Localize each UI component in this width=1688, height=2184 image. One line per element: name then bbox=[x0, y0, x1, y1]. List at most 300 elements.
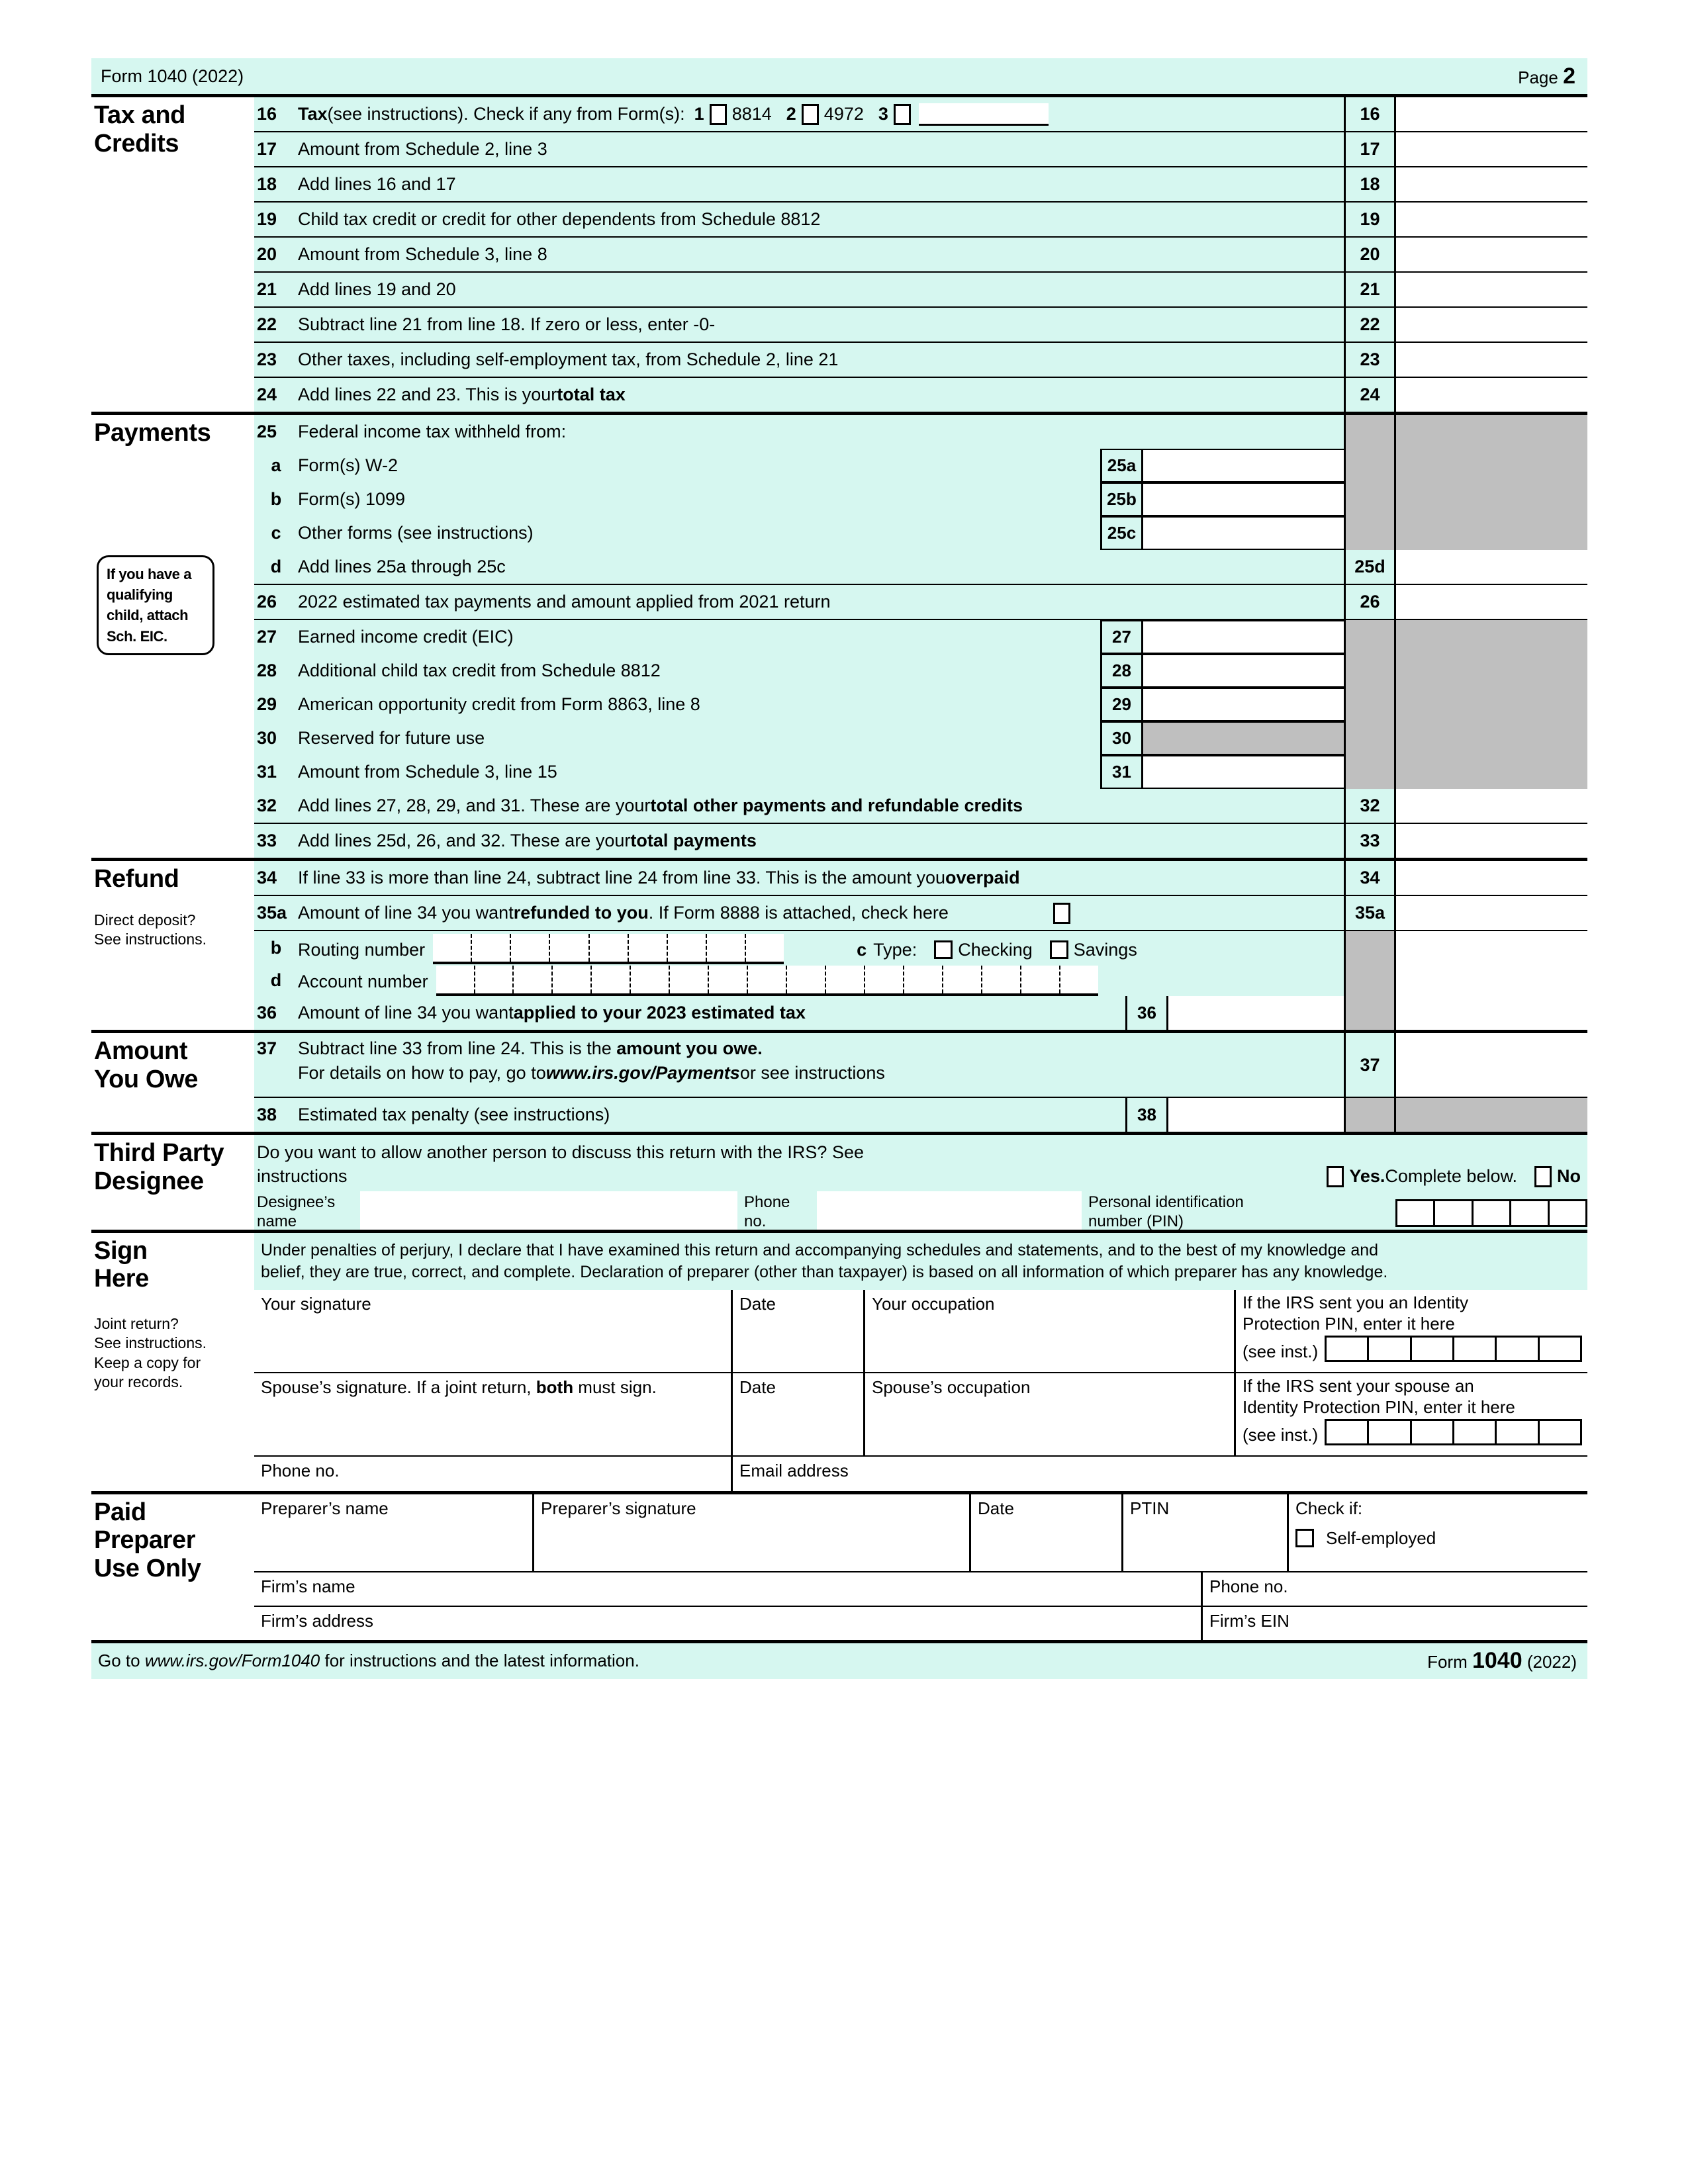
firm-phone-cell[interactable]: Phone no. bbox=[1201, 1572, 1587, 1606]
firm-ein-cell[interactable]: Firm’s EIN bbox=[1201, 1607, 1587, 1640]
line-38-number: 38 bbox=[254, 1098, 298, 1132]
line-38-row bbox=[254, 1098, 1587, 1132]
line-25a-main bbox=[1344, 449, 1587, 482]
line-17-box-label: 17 bbox=[1344, 132, 1394, 166]
line-36-number: 36 bbox=[254, 996, 298, 1030]
direct-deposit-note-l2: See instructions. bbox=[94, 930, 207, 948]
line-20-text: Amount from Schedule 3, line 8 bbox=[298, 244, 547, 264]
line-27-box-label: 27 bbox=[1100, 620, 1141, 654]
line-31-main bbox=[1344, 755, 1587, 789]
form-8814-checkbox[interactable] bbox=[710, 104, 727, 125]
sign-here-body bbox=[254, 1233, 1587, 1491]
line-33-box-label: 33 bbox=[1344, 824, 1394, 858]
digit-cell[interactable] bbox=[433, 934, 472, 962]
third-party-yes-checkbox[interactable] bbox=[1327, 1166, 1344, 1187]
digit-cell[interactable] bbox=[1435, 1201, 1473, 1225]
line-35a-text: Amount of line 34 you want refunded to you . If Form 8888 is attached, check here bbox=[298, 896, 1344, 930]
line-27-text: Earned income credit (EIC) bbox=[298, 627, 514, 647]
digit-cell[interactable] bbox=[592, 966, 631, 993]
line-37-number: 37 bbox=[257, 1038, 277, 1058]
line-19-row bbox=[254, 203, 1587, 236]
digit-cell[interactable] bbox=[1021, 966, 1060, 993]
line-30-box-label: 30 bbox=[1100, 721, 1141, 755]
your-ip-pin-cell: If the IRS sent you an Identity Protection PIN, enter it here (see inst.) bbox=[1234, 1290, 1587, 1372]
digit-cell[interactable] bbox=[1454, 1338, 1497, 1360]
line-30-text: Reserved for future use bbox=[298, 728, 485, 748]
spouse-signature-row bbox=[254, 1373, 1587, 1455]
line-16-opt1-num: 1 bbox=[694, 104, 704, 124]
line-28-amount-field[interactable] bbox=[1141, 654, 1344, 688]
line-25b-letter: b bbox=[270, 489, 282, 509]
third-party-no-checkbox[interactable] bbox=[1534, 1166, 1552, 1187]
your-occupation-cell[interactable]: Your occupation bbox=[863, 1290, 1234, 1372]
digit-cell[interactable] bbox=[707, 934, 746, 962]
refund-lines bbox=[254, 861, 1587, 1030]
line-19-text: Child tax credit or credit for other dependents from Schedule 8812 bbox=[298, 209, 821, 229]
spacer bbox=[1100, 550, 1344, 584]
designee-name-input[interactable] bbox=[360, 1191, 737, 1230]
digit-cell[interactable] bbox=[1412, 1421, 1454, 1443]
line-35a-amount-field[interactable] bbox=[1394, 896, 1587, 930]
your-signature-date-cell[interactable]: Date bbox=[731, 1290, 863, 1372]
shaded-field bbox=[1394, 1098, 1587, 1132]
line-34-row bbox=[254, 861, 1587, 895]
line-27-row bbox=[254, 620, 1587, 654]
line-35d-row bbox=[254, 964, 1587, 996]
line-25d-letter: d bbox=[270, 557, 282, 576]
account-number-label: Account number bbox=[298, 972, 428, 991]
form-other-checkbox[interactable] bbox=[894, 104, 911, 125]
section-caption-amount-you-owe: Amount You Owe bbox=[91, 1033, 254, 1132]
line-38-main bbox=[1344, 1098, 1587, 1132]
line-19-box-label: 19 bbox=[1344, 203, 1394, 236]
amount-you-owe-lines bbox=[254, 1033, 1587, 1132]
section-caption-refund: Refund Direct deposit? See instructions. bbox=[91, 861, 254, 1030]
line-25b-box-label: 25b bbox=[1100, 482, 1141, 516]
line-33-text: Add lines 25d, 26, and 32. These are your total payments bbox=[298, 831, 757, 850]
line-31-text: Amount from Schedule 3, line 15 bbox=[298, 762, 557, 782]
digit-cell[interactable] bbox=[1060, 966, 1098, 993]
line-31-row bbox=[254, 755, 1587, 789]
form-8888-attached-checkbox[interactable] bbox=[1053, 903, 1070, 924]
line-33-number: 33 bbox=[257, 831, 277, 850]
form-other-input[interactable] bbox=[919, 103, 1049, 126]
line-23-row bbox=[254, 343, 1587, 377]
preparer-row-1 bbox=[254, 1494, 1587, 1571]
self-employed-label: Self-employed bbox=[1326, 1527, 1436, 1548]
shaded-field bbox=[1394, 721, 1587, 755]
line-37-text bbox=[298, 1033, 1344, 1097]
checking-label: Checking bbox=[958, 940, 1033, 960]
line-35a-box-label: 35a bbox=[1344, 896, 1394, 930]
digit-cell[interactable] bbox=[553, 966, 592, 993]
spouse-ip-pin-input[interactable] bbox=[1325, 1419, 1582, 1445]
line-22-amount-field[interactable] bbox=[1394, 308, 1587, 341]
third-party-yes-bold: Yes. bbox=[1349, 1166, 1385, 1187]
section-amount-you-owe bbox=[91, 1033, 1587, 1132]
line-25a-row bbox=[254, 449, 1587, 482]
line-25-text: Federal income tax withheld from: bbox=[298, 422, 567, 441]
taxpayer-signature-row bbox=[254, 1290, 1587, 1372]
spouse-occupation-cell[interactable]: Spouse’s occupation bbox=[863, 1373, 1234, 1455]
contact-row bbox=[254, 1457, 1587, 1491]
digit-cell[interactable] bbox=[1540, 1421, 1580, 1443]
line-28-text: Additional child tax credit from Schedule 8812 bbox=[298, 660, 661, 680]
preparer-signature-cell[interactable]: Preparer’s signature bbox=[532, 1494, 969, 1571]
section-tax-and-credits bbox=[91, 97, 1587, 412]
line-33-amount-field[interactable] bbox=[1394, 824, 1587, 858]
preparer-ptin-cell[interactable]: PTIN bbox=[1121, 1494, 1287, 1571]
line-38-text: Estimated tax penalty (see instructions) bbox=[298, 1098, 1125, 1132]
line-28-row bbox=[254, 654, 1587, 688]
line-35b-main bbox=[1344, 931, 1587, 964]
line-29-amount-field[interactable] bbox=[1141, 688, 1344, 721]
preparer-check-if-cell: Check if: Self-employed bbox=[1287, 1494, 1587, 1571]
firm-name-cell[interactable]: Firm’s name bbox=[261, 1576, 355, 1596]
line-34-amount-field[interactable] bbox=[1394, 861, 1587, 895]
line-37-text-l2: For details on how to pay, go to www.irs.gov/Payments or see instructions bbox=[298, 1063, 885, 1083]
digit-cell[interactable] bbox=[1369, 1421, 1411, 1443]
paid-preparer-body bbox=[254, 1494, 1587, 1640]
digit-cell[interactable] bbox=[1511, 1201, 1549, 1225]
sign-note-l4: your records. bbox=[94, 1373, 183, 1391]
page-header bbox=[91, 58, 1587, 94]
digit-cell[interactable] bbox=[943, 966, 982, 993]
section-sign-here bbox=[91, 1233, 1587, 1491]
shaded-label bbox=[1344, 931, 1394, 964]
checking-checkbox[interactable] bbox=[934, 940, 953, 959]
section-caption-third-party-designee: Third Party Designee bbox=[91, 1135, 254, 1230]
line-25-amount bbox=[1344, 415, 1587, 449]
blank-field bbox=[1394, 964, 1587, 996]
line-16-number: 16 bbox=[257, 104, 277, 124]
line-25a-amount-field[interactable] bbox=[1141, 449, 1344, 482]
footer-form-id: Form 1040 (2022) bbox=[1427, 1648, 1577, 1674]
line-21-amount bbox=[1344, 273, 1587, 306]
line-23-text: Other taxes, including self-employment tax, from Schedule 2, line 21 bbox=[298, 349, 839, 369]
line-35b-row bbox=[254, 931, 1587, 964]
line-31-amount-field[interactable] bbox=[1141, 755, 1344, 789]
line-27-main bbox=[1344, 620, 1587, 654]
digit-cell[interactable] bbox=[1550, 1201, 1585, 1225]
digit-cell[interactable] bbox=[746, 934, 784, 962]
spouse-signature-cell[interactable]: Spouse’s signature. If a joint return, both must sign. bbox=[261, 1377, 657, 1397]
shaded-label bbox=[1344, 1098, 1394, 1132]
line-34-text: If line 33 is more than line 24, subtract line 24 from line 33. This is the amount you overpaid bbox=[298, 868, 1020, 887]
digit-cell[interactable] bbox=[631, 966, 670, 993]
line-30-number: 30 bbox=[257, 728, 277, 748]
line-21-row bbox=[254, 273, 1587, 306]
line-21-amount-field[interactable] bbox=[1394, 273, 1587, 306]
line-33-amount bbox=[1344, 824, 1587, 858]
form-4972-checkbox[interactable] bbox=[802, 104, 819, 125]
irs-payments-link[interactable]: www.irs.gov/Payments bbox=[545, 1063, 740, 1083]
line-16-row bbox=[254, 97, 1587, 131]
line-16-box-label: 16 bbox=[1344, 97, 1394, 131]
line-25-number: 25 bbox=[257, 422, 277, 441]
shaded-label bbox=[1344, 516, 1394, 550]
digit-cell[interactable] bbox=[475, 966, 514, 993]
type-letter-c: c bbox=[857, 940, 867, 960]
line-38-amount-field[interactable] bbox=[1166, 1098, 1344, 1132]
line-34-amount bbox=[1344, 861, 1587, 895]
digit-cell[interactable] bbox=[670, 966, 709, 993]
line-25a-subamount bbox=[1100, 449, 1344, 482]
designee-pin-input-wrap bbox=[1395, 1191, 1587, 1230]
account-number-input[interactable] bbox=[436, 966, 1098, 996]
digit-cell[interactable] bbox=[668, 934, 707, 962]
line-24-row bbox=[254, 378, 1587, 412]
line-37-amount-field[interactable] bbox=[1394, 1033, 1587, 1097]
line-30-subamount bbox=[1100, 721, 1344, 755]
line-32-row bbox=[254, 789, 1587, 823]
line-25b-subamount bbox=[1100, 482, 1344, 516]
line-25a-text: Form(s) W-2 bbox=[298, 455, 398, 475]
line-25b-text: Form(s) 1099 bbox=[298, 489, 406, 509]
digit-cell[interactable] bbox=[590, 934, 629, 962]
line-28-main bbox=[1344, 654, 1587, 688]
third-party-body bbox=[254, 1135, 1587, 1230]
spouse-signature-date-cell[interactable]: Date bbox=[731, 1373, 863, 1455]
line-21-number: 21 bbox=[257, 279, 277, 299]
shaded-field bbox=[1394, 516, 1587, 550]
preparer-name-cell[interactable]: Preparer’s name bbox=[261, 1498, 389, 1518]
line-16-amount-field[interactable] bbox=[1394, 97, 1587, 131]
line-32-text: Add lines 27, 28, 29, and 31. These are your total other payments and refundable credits bbox=[298, 796, 1023, 815]
form-1040-page-2 bbox=[91, 58, 1587, 1679]
digit-cell[interactable] bbox=[472, 934, 511, 962]
line-31-number: 31 bbox=[257, 762, 277, 782]
line-30-shaded-field bbox=[1141, 721, 1344, 755]
line-37-box-label: 37 bbox=[1344, 1033, 1394, 1097]
line-29-number: 29 bbox=[257, 694, 277, 714]
line-23-amount bbox=[1344, 343, 1587, 377]
line-20-amount bbox=[1344, 238, 1587, 271]
line-34-number: 34 bbox=[257, 868, 277, 887]
line-35a-number: 35a bbox=[257, 903, 287, 923]
self-employed-checkbox[interactable] bbox=[1295, 1529, 1314, 1547]
your-signature-cell[interactable]: Your signature bbox=[261, 1293, 371, 1314]
line-32-number: 32 bbox=[257, 796, 277, 815]
line-31-subamount bbox=[1100, 755, 1344, 789]
line-25d-row bbox=[254, 550, 1587, 584]
line-25c-main bbox=[1344, 516, 1587, 550]
digit-cell[interactable] bbox=[1454, 1421, 1497, 1443]
shaded-label bbox=[1344, 415, 1394, 449]
line-17-text: Amount from Schedule 2, line 3 bbox=[298, 139, 547, 159]
digit-cell[interactable] bbox=[1327, 1338, 1369, 1360]
line-19-amount bbox=[1344, 203, 1587, 236]
firm-address-cell[interactable]: Firm’s address bbox=[261, 1610, 374, 1631]
digit-cell[interactable] bbox=[514, 966, 553, 993]
line-26-amount-field[interactable] bbox=[1394, 585, 1587, 619]
line-30-row bbox=[254, 721, 1587, 755]
section-caption-paid-preparer: Paid Preparer Use Only bbox=[91, 1494, 254, 1640]
line-18-row bbox=[254, 167, 1587, 201]
line-29-subamount bbox=[1100, 688, 1344, 721]
line-19-amount-field[interactable] bbox=[1394, 203, 1587, 236]
digit-cell[interactable] bbox=[787, 966, 826, 993]
taxpayer-email-cell[interactable]: Email address bbox=[731, 1457, 1587, 1491]
section-refund bbox=[91, 861, 1587, 1030]
shaded-label bbox=[1344, 654, 1394, 688]
shaded-label bbox=[1344, 755, 1394, 789]
line-20-box-label: 20 bbox=[1344, 238, 1394, 271]
page-footer bbox=[91, 1643, 1587, 1679]
line-18-amount bbox=[1344, 167, 1587, 201]
digit-cell[interactable] bbox=[865, 966, 904, 993]
digit-cell[interactable] bbox=[1497, 1338, 1539, 1360]
shaded-label bbox=[1344, 721, 1394, 755]
line-36-row bbox=[254, 996, 1587, 1030]
line-35d-letter: d bbox=[270, 970, 282, 990]
line-34-box-label: 34 bbox=[1344, 861, 1394, 895]
section-payments bbox=[91, 415, 1587, 858]
line-21-box-label: 21 bbox=[1344, 273, 1394, 306]
line-20-amount-field[interactable] bbox=[1394, 238, 1587, 271]
line-17-number: 17 bbox=[257, 139, 277, 159]
savings-checkbox[interactable] bbox=[1050, 940, 1068, 959]
line-27-subamount bbox=[1100, 620, 1344, 654]
line-24-box-label: 24 bbox=[1344, 378, 1394, 412]
eic-callout-note: If you have a qualifying child, attach Sch. EIC. bbox=[97, 555, 214, 655]
line-36-box-label: 36 bbox=[1125, 996, 1166, 1030]
routing-number-label: Routing number bbox=[298, 940, 426, 960]
line-28-subamount bbox=[1100, 654, 1344, 688]
designee-name-label-cell: Designee’s name bbox=[254, 1191, 360, 1230]
blank-field bbox=[1394, 931, 1587, 964]
footer-goto: Go to www.irs.gov/Form1040 for instructions and the latest information. bbox=[98, 1651, 639, 1671]
line-31-box-label: 31 bbox=[1100, 755, 1141, 789]
line-32-box-label: 32 bbox=[1344, 789, 1394, 823]
line-24-amount bbox=[1344, 378, 1587, 412]
line-25b-amount-field[interactable] bbox=[1141, 482, 1344, 516]
line-26-row bbox=[254, 585, 1587, 619]
digit-cell[interactable] bbox=[748, 966, 787, 993]
digit-cell[interactable] bbox=[709, 966, 748, 993]
line-36-subamount bbox=[1125, 996, 1344, 1030]
line-20-row bbox=[254, 238, 1587, 271]
line-21-text: Add lines 19 and 20 bbox=[298, 279, 456, 299]
designee-phone-label-cell: Phone no. bbox=[737, 1191, 817, 1230]
shaded-field bbox=[1394, 449, 1587, 482]
sign-note-l1: Joint return? bbox=[94, 1314, 179, 1332]
line-29-main bbox=[1344, 688, 1587, 721]
preparer-row-3 bbox=[254, 1607, 1587, 1640]
line-25d-amount bbox=[1344, 550, 1587, 584]
line-16-opt3-num: 3 bbox=[878, 104, 888, 124]
line-22-box-label: 22 bbox=[1344, 308, 1394, 341]
digit-cell[interactable] bbox=[982, 966, 1021, 993]
direct-deposit-note-l1: Direct deposit? bbox=[94, 911, 196, 929]
line-23-box-label: 23 bbox=[1344, 343, 1394, 377]
digit-cell[interactable] bbox=[1540, 1338, 1580, 1360]
digit-cell[interactable] bbox=[550, 934, 589, 962]
digit-cell[interactable] bbox=[511, 934, 550, 962]
spacer bbox=[1100, 415, 1344, 449]
line-17-amount-field[interactable] bbox=[1394, 132, 1587, 166]
line-25d-amount-field[interactable] bbox=[1394, 550, 1587, 584]
digit-cell[interactable] bbox=[1397, 1201, 1435, 1225]
sign-note-l3: Keep a copy for bbox=[94, 1353, 201, 1371]
line-25c-box-label: 25c bbox=[1100, 516, 1141, 550]
line-25-row bbox=[254, 415, 1587, 449]
line-25a-box-label: 25a bbox=[1100, 449, 1141, 482]
preparer-row-2 bbox=[254, 1572, 1587, 1606]
line-36-amount-field[interactable] bbox=[1166, 996, 1344, 1030]
page-indicator: Page 2 bbox=[1518, 63, 1575, 89]
line-32-amount-field[interactable] bbox=[1394, 789, 1587, 823]
line-32-amount bbox=[1344, 789, 1587, 823]
line-24-amount-field[interactable] bbox=[1394, 378, 1587, 412]
spouse-ip-pin-cell: If the IRS sent your spouse an Identity Protection PIN, enter it here (see inst.) bbox=[1234, 1373, 1587, 1455]
form-4972-label: 4972 bbox=[823, 104, 864, 124]
section-caption-payments: Payments If you have a qualifying child, attach Sch. EIC. bbox=[91, 415, 254, 858]
your-ip-pin-input[interactable] bbox=[1325, 1336, 1582, 1362]
line-25c-amount-field[interactable] bbox=[1141, 516, 1344, 550]
line-27-amount-field[interactable] bbox=[1141, 620, 1344, 654]
shaded-field bbox=[1394, 482, 1587, 516]
line-35a-row bbox=[254, 896, 1587, 930]
line-16-amount bbox=[1344, 97, 1587, 131]
line-25c-row bbox=[254, 516, 1587, 550]
digit-cell[interactable] bbox=[1327, 1421, 1369, 1443]
routing-number-input[interactable] bbox=[433, 934, 784, 964]
line-17-amount bbox=[1344, 132, 1587, 166]
line-23-amount-field[interactable] bbox=[1394, 343, 1587, 377]
line-22-number: 22 bbox=[257, 314, 277, 334]
line-37-text-l1: Subtract line 33 from line 24. This is the amount you owe. bbox=[298, 1038, 763, 1058]
digit-cell[interactable] bbox=[629, 934, 668, 962]
preparer-date-cell[interactable]: Date bbox=[969, 1494, 1121, 1571]
shaded-label bbox=[1344, 449, 1394, 482]
line-36-main bbox=[1344, 996, 1587, 1030]
digit-cell[interactable] bbox=[904, 966, 943, 993]
form-8814-label: 8814 bbox=[731, 104, 772, 124]
line-22-text: Subtract line 21 from line 18. If zero or less, enter -0- bbox=[298, 314, 716, 334]
line-27-number: 27 bbox=[257, 627, 277, 647]
digit-cell[interactable] bbox=[436, 966, 475, 993]
digit-cell[interactable] bbox=[826, 966, 865, 993]
section-caption-sign-here: Sign Here Joint return? See instructions. Keep a copy for your records. bbox=[91, 1233, 254, 1491]
form-label: Form 1040 (2022) bbox=[101, 66, 244, 86]
designee-pin-input[interactable] bbox=[1395, 1199, 1587, 1227]
digit-cell[interactable] bbox=[1412, 1338, 1454, 1360]
spacer bbox=[1100, 585, 1344, 619]
payments-lines bbox=[254, 415, 1587, 858]
digit-cell[interactable] bbox=[1474, 1201, 1511, 1225]
shaded-label bbox=[1344, 688, 1394, 721]
third-party-fields-row bbox=[254, 1191, 1587, 1230]
line-19-number: 19 bbox=[257, 209, 277, 229]
shaded-field bbox=[1394, 654, 1587, 688]
line-35b-letter: b bbox=[270, 937, 282, 958]
digit-cell[interactable] bbox=[1369, 1338, 1411, 1360]
digit-cell[interactable] bbox=[1497, 1421, 1539, 1443]
taxpayer-phone-cell[interactable]: Phone no. bbox=[261, 1460, 340, 1480]
line-17-row bbox=[254, 132, 1587, 166]
line-28-number: 28 bbox=[257, 660, 277, 680]
line-25c-subamount bbox=[1100, 516, 1344, 550]
line-18-amount-field[interactable] bbox=[1394, 167, 1587, 201]
irs-form1040-link[interactable]: www.irs.gov/Form1040 bbox=[144, 1651, 320, 1671]
line-35a-amount bbox=[1344, 896, 1587, 930]
third-party-no-label: No bbox=[1557, 1166, 1581, 1187]
designee-phone-input[interactable] bbox=[817, 1191, 1082, 1230]
line-35d-container bbox=[298, 964, 1344, 996]
type-label: Type: bbox=[873, 940, 917, 960]
line-25d-box-label: 25d bbox=[1344, 550, 1394, 584]
